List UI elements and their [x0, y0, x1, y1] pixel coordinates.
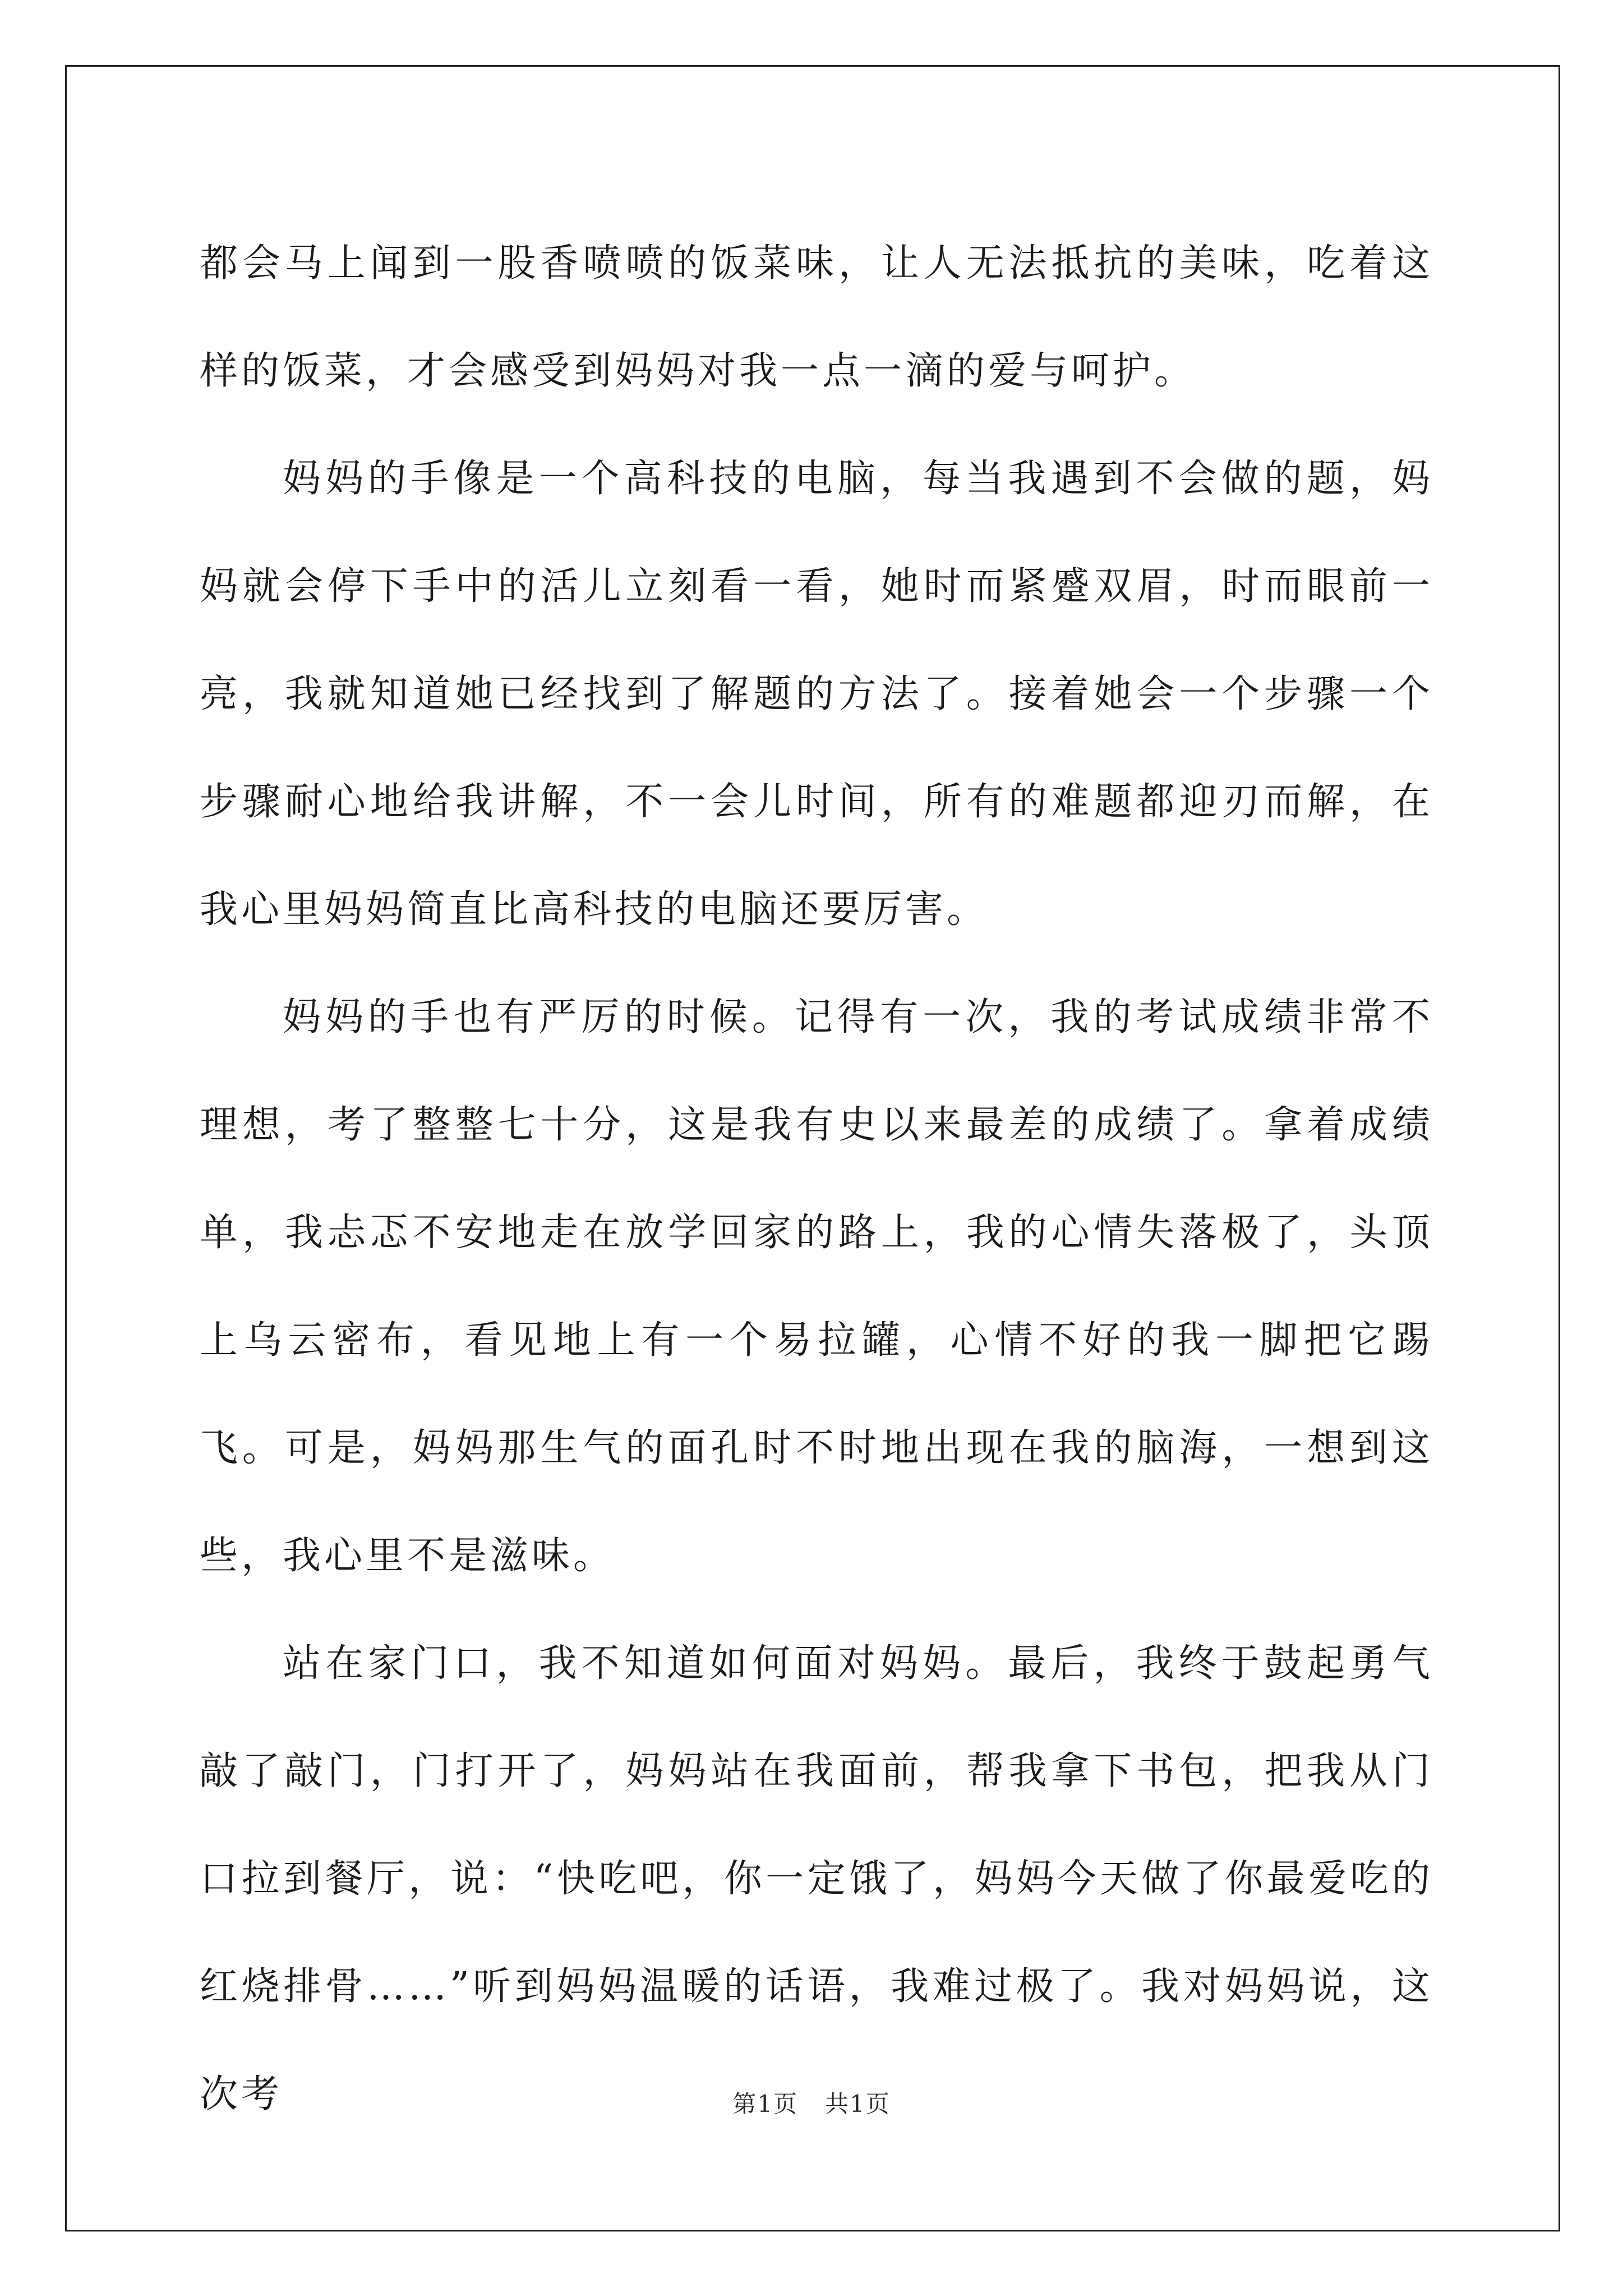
- paragraph-computer-hands: 妈妈的手像是一个高科技的电脑，每当我遇到不会做的题，妈妈就会停下手中的活儿立刻看一看，她时而紧蹙双眉，时而眼前一亮，我就知道她已经找到了解题的方法了。接着她会一个步骤一个步骤耐心地给我讲解，不一会儿时间，所有的难题都迎刃而解，在我心里妈妈简直比高科技的电脑还要厉害。: [200, 457, 1433, 932]
- paragraph-at-door: 站在家门口，我不知道如何面对妈妈。最后，我终于鼓起勇气敲了敲门，门打开了，妈妈站在我面前，帮我拿下书包，把我从门口拉到餐厅，说：“快吃吧，你一定饿了，妈妈今天做了你最爱吃的红烧排骨……”听到妈妈温暖的话语，我难过极了。我对妈妈说，这次考: [200, 1641, 1433, 2116]
- page-total: 共1页: [825, 2090, 891, 2118]
- document-body: [200, 210, 1433, 2148]
- paragraph-strict-hands: 妈妈的手也有严厉的时候。记得有一次，我的考试成绩非常不理想，考了整整七十分，这是我有史以来最差的成绩了。拿着成绩单，我忐忑不安地走在放学回家的路上，我的心情失落极了，头顶上乌云密布，看见地上有一个易拉罐，心情不好的我一脚把它踢飞。可是，妈妈那生气的面孔时不时地出现在我的脑海，一想到这些，我心里不是滋味。: [200, 995, 1433, 1578]
- page-number: 第1页: [732, 2090, 798, 2118]
- page-footer: [0, 2086, 1623, 2119]
- paragraph-continuation: 都会马上闻到一股香喷喷的饭菜味，让人无法抵抗的美味，吃着这样的饭菜，才会感受到妈妈对我一点一滴的爱与呵护。: [200, 241, 1433, 393]
